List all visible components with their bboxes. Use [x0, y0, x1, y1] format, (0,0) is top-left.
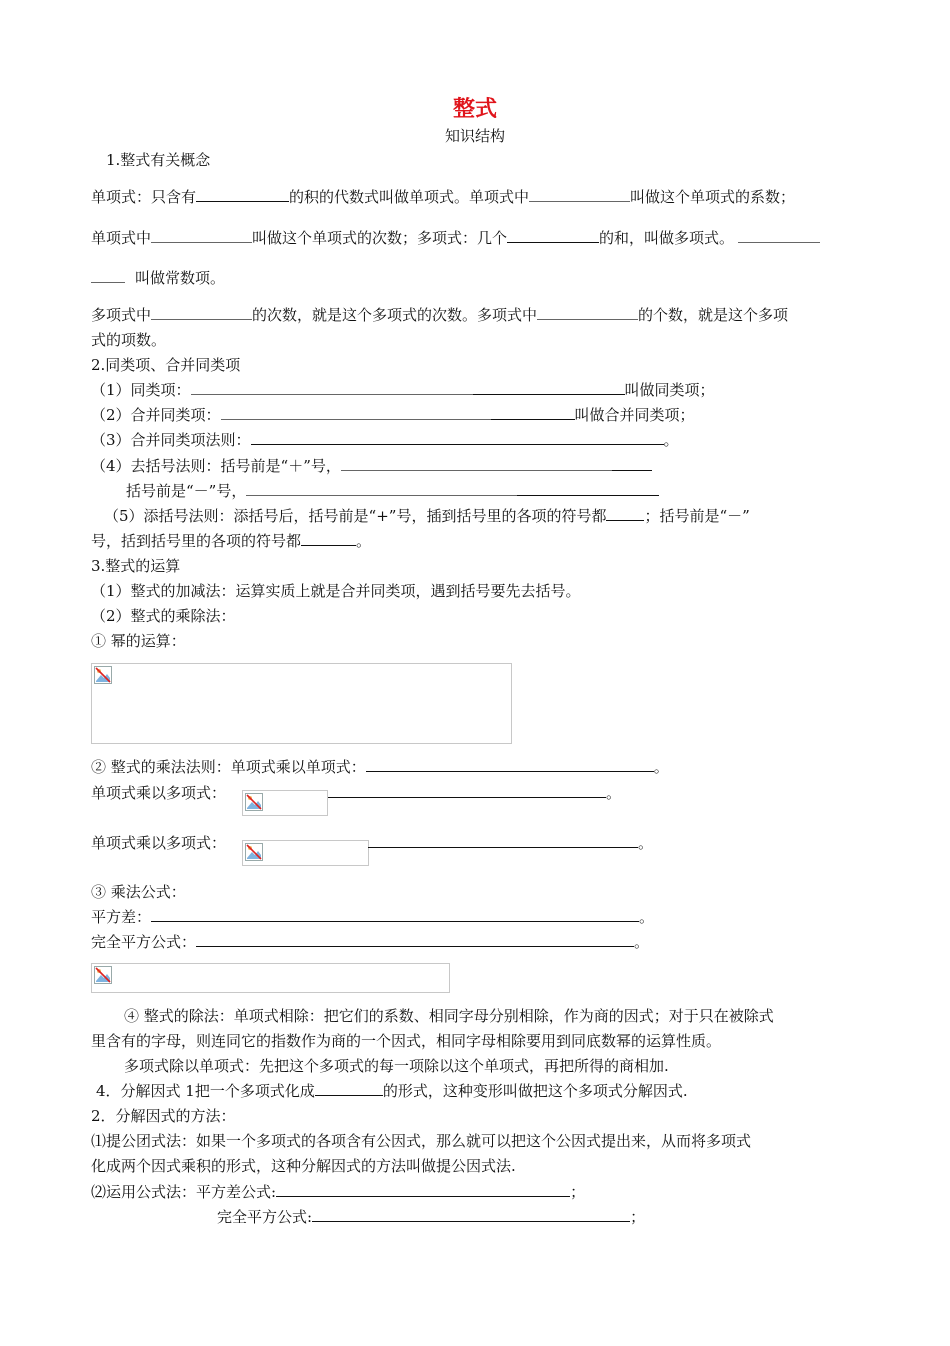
blank [507, 228, 599, 243]
text: 单项式中 [91, 229, 152, 247]
blank [491, 405, 575, 420]
s3-division-2: 里含有的字母，则连同它的指数作为商的一个因式，相同字母相除要用到同底数幂的运算性质。 [91, 1032, 722, 1050]
s2-item5 [104, 506, 750, 526]
s2-item3 [91, 430, 679, 450]
text: 。 [606, 784, 622, 802]
text: 。 [639, 908, 655, 926]
s1-line2 [91, 228, 820, 248]
s3-mono-poly-2 [91, 833, 226, 853]
text: ；括号前是“－” [644, 507, 750, 525]
text: 叫做这个单项式的系数； [630, 188, 796, 206]
missing-image [242, 840, 369, 866]
s3-mult-rule [91, 757, 669, 777]
blank [341, 456, 612, 471]
s4-line6 [217, 1207, 645, 1227]
blank [191, 380, 473, 395]
text: 完全平方公式: [217, 1208, 313, 1226]
text: 的个数，就是这个多项 [638, 306, 789, 324]
s3-mono-poly-1-blank [328, 783, 621, 803]
blank [251, 430, 664, 445]
text: （4）去括号法则：括号前是“＋”号， [91, 457, 341, 475]
missing-image [91, 963, 450, 993]
s2-item4 [91, 456, 652, 476]
s2-heading: 2.同类项、合并同类项 [91, 356, 241, 374]
text: 的次数，就是这个多项式的次数。多项式中 [252, 306, 538, 324]
s3-formula-heading: ③ 乘法公式： [91, 883, 186, 901]
blank [738, 228, 820, 243]
s2-item4-cont [126, 481, 659, 501]
text: ； [630, 1208, 646, 1226]
blank [221, 405, 491, 420]
text: 。 [663, 431, 679, 449]
s2-item5-cont [91, 531, 371, 551]
blank [606, 506, 644, 521]
text: 完全平方公式： [91, 933, 197, 951]
s3-heading: 3.整式的运算 [91, 557, 181, 575]
blank [151, 305, 252, 320]
s3-perfect-square [91, 932, 649, 952]
blank [368, 833, 638, 848]
text: 。 [638, 834, 654, 852]
s1-heading: 1.整式有关概念 [106, 151, 211, 169]
text: 叫做这个单项式的次数；多项式：几个 [252, 229, 508, 247]
text: 。 [653, 758, 669, 776]
s3-division-1: ④ 整式的除法：单项式相除：把它们的系数、相同字母分别相除，作为商的因式；对于只在被除式 [124, 1007, 774, 1025]
blank [529, 187, 630, 202]
text: ⑵运用公式法：平方差公式: [91, 1183, 277, 1201]
blank [366, 757, 654, 772]
blank [537, 305, 638, 320]
broken-image-icon [245, 793, 263, 811]
text: 的和，叫做多项式。 [599, 229, 735, 247]
blank [91, 268, 125, 283]
s4-line4: 化成两个因式乘积的形式，这种分解因式的方法叫做提公因式法. [91, 1157, 516, 1175]
text: 平方差： [91, 908, 152, 926]
text: 单项式乘以多项式： [91, 784, 227, 802]
s2-item1 [91, 380, 715, 400]
blank [151, 907, 639, 922]
s3-item2: （2）整式的乘除法： [91, 607, 236, 625]
s3-mono-poly-1 [91, 783, 226, 803]
blank [612, 456, 652, 471]
blank [196, 932, 634, 947]
text: 单项式乘以多项式： [91, 834, 227, 852]
missing-image [91, 663, 512, 744]
text: （2）合并同类项： [91, 406, 221, 424]
text: 的形式，这种变形叫做把这个多项式分解因式. [382, 1082, 688, 1100]
blank [315, 1081, 383, 1096]
text: 叫做常数项。 [135, 269, 226, 287]
text: （1）同类项： [91, 381, 191, 399]
text: ； [570, 1183, 586, 1201]
page-subtitle: 知识结构 [444, 127, 505, 145]
s4-line1 [96, 1081, 688, 1101]
blank [196, 187, 289, 202]
s2-item2 [91, 405, 695, 425]
text: 叫做合并同类项； [574, 406, 695, 424]
blank [312, 1207, 630, 1222]
blank [276, 1182, 570, 1197]
text: （5）添括号法则：添括号后，括号前是“+”号，插到括号里的各项的符号都 [104, 507, 607, 525]
text: 。 [356, 532, 372, 550]
text: ② 整式的乘法法则：单项式乘以单项式： [91, 758, 366, 776]
s1-line5: 式的项数。 [91, 331, 167, 349]
s4-line5 [91, 1182, 585, 1202]
blank [328, 783, 606, 798]
text: （3）合并同类项法则： [91, 431, 251, 449]
s1-line1 [91, 187, 795, 207]
s3-item1: （1）整式的加减法：运算实质上就是合并同类项，遇到括号要先去括号。 [91, 582, 581, 600]
s3-mono-poly-2-blank [368, 833, 653, 853]
blank [151, 228, 252, 243]
s3-division-3: 多项式除以单项式：先把这个多项式的每一项除以这个单项式，再把所得的商相加. [124, 1057, 669, 1075]
s1-line4 [91, 305, 788, 325]
text: 号，括到括号里的各项的符号都 [91, 532, 302, 550]
blank [301, 531, 356, 546]
text: 4．分解因式 1把一个多项式化成 [96, 1082, 315, 1100]
s1-line3 [91, 268, 225, 288]
broken-image-icon [94, 666, 112, 684]
text: 叫做同类项； [624, 381, 715, 399]
text: 括号前是“－”号， [126, 482, 247, 500]
page-title: 整式 [452, 97, 497, 122]
s4-line3: ⑴提公团式法：如果一个多项式的各项含有公因式，那么就可以把这个公因式提出来，从而将多项式 [91, 1132, 752, 1150]
text: 。 [634, 933, 650, 951]
s3-power: ① 幂的运算： [91, 632, 186, 650]
text: 的积的代数式叫做单项式。单项式中 [289, 188, 530, 206]
broken-image-icon [245, 843, 263, 861]
text: 多项式中 [91, 306, 152, 324]
broken-image-icon [94, 966, 112, 984]
missing-image [242, 790, 328, 816]
s3-diff-squares [91, 907, 654, 927]
blank [473, 380, 625, 395]
blank [517, 481, 659, 496]
text: 单项式：只含有 [91, 188, 197, 206]
blank [246, 481, 517, 496]
s4-line2: 2．分解因式的方法： [91, 1107, 236, 1125]
